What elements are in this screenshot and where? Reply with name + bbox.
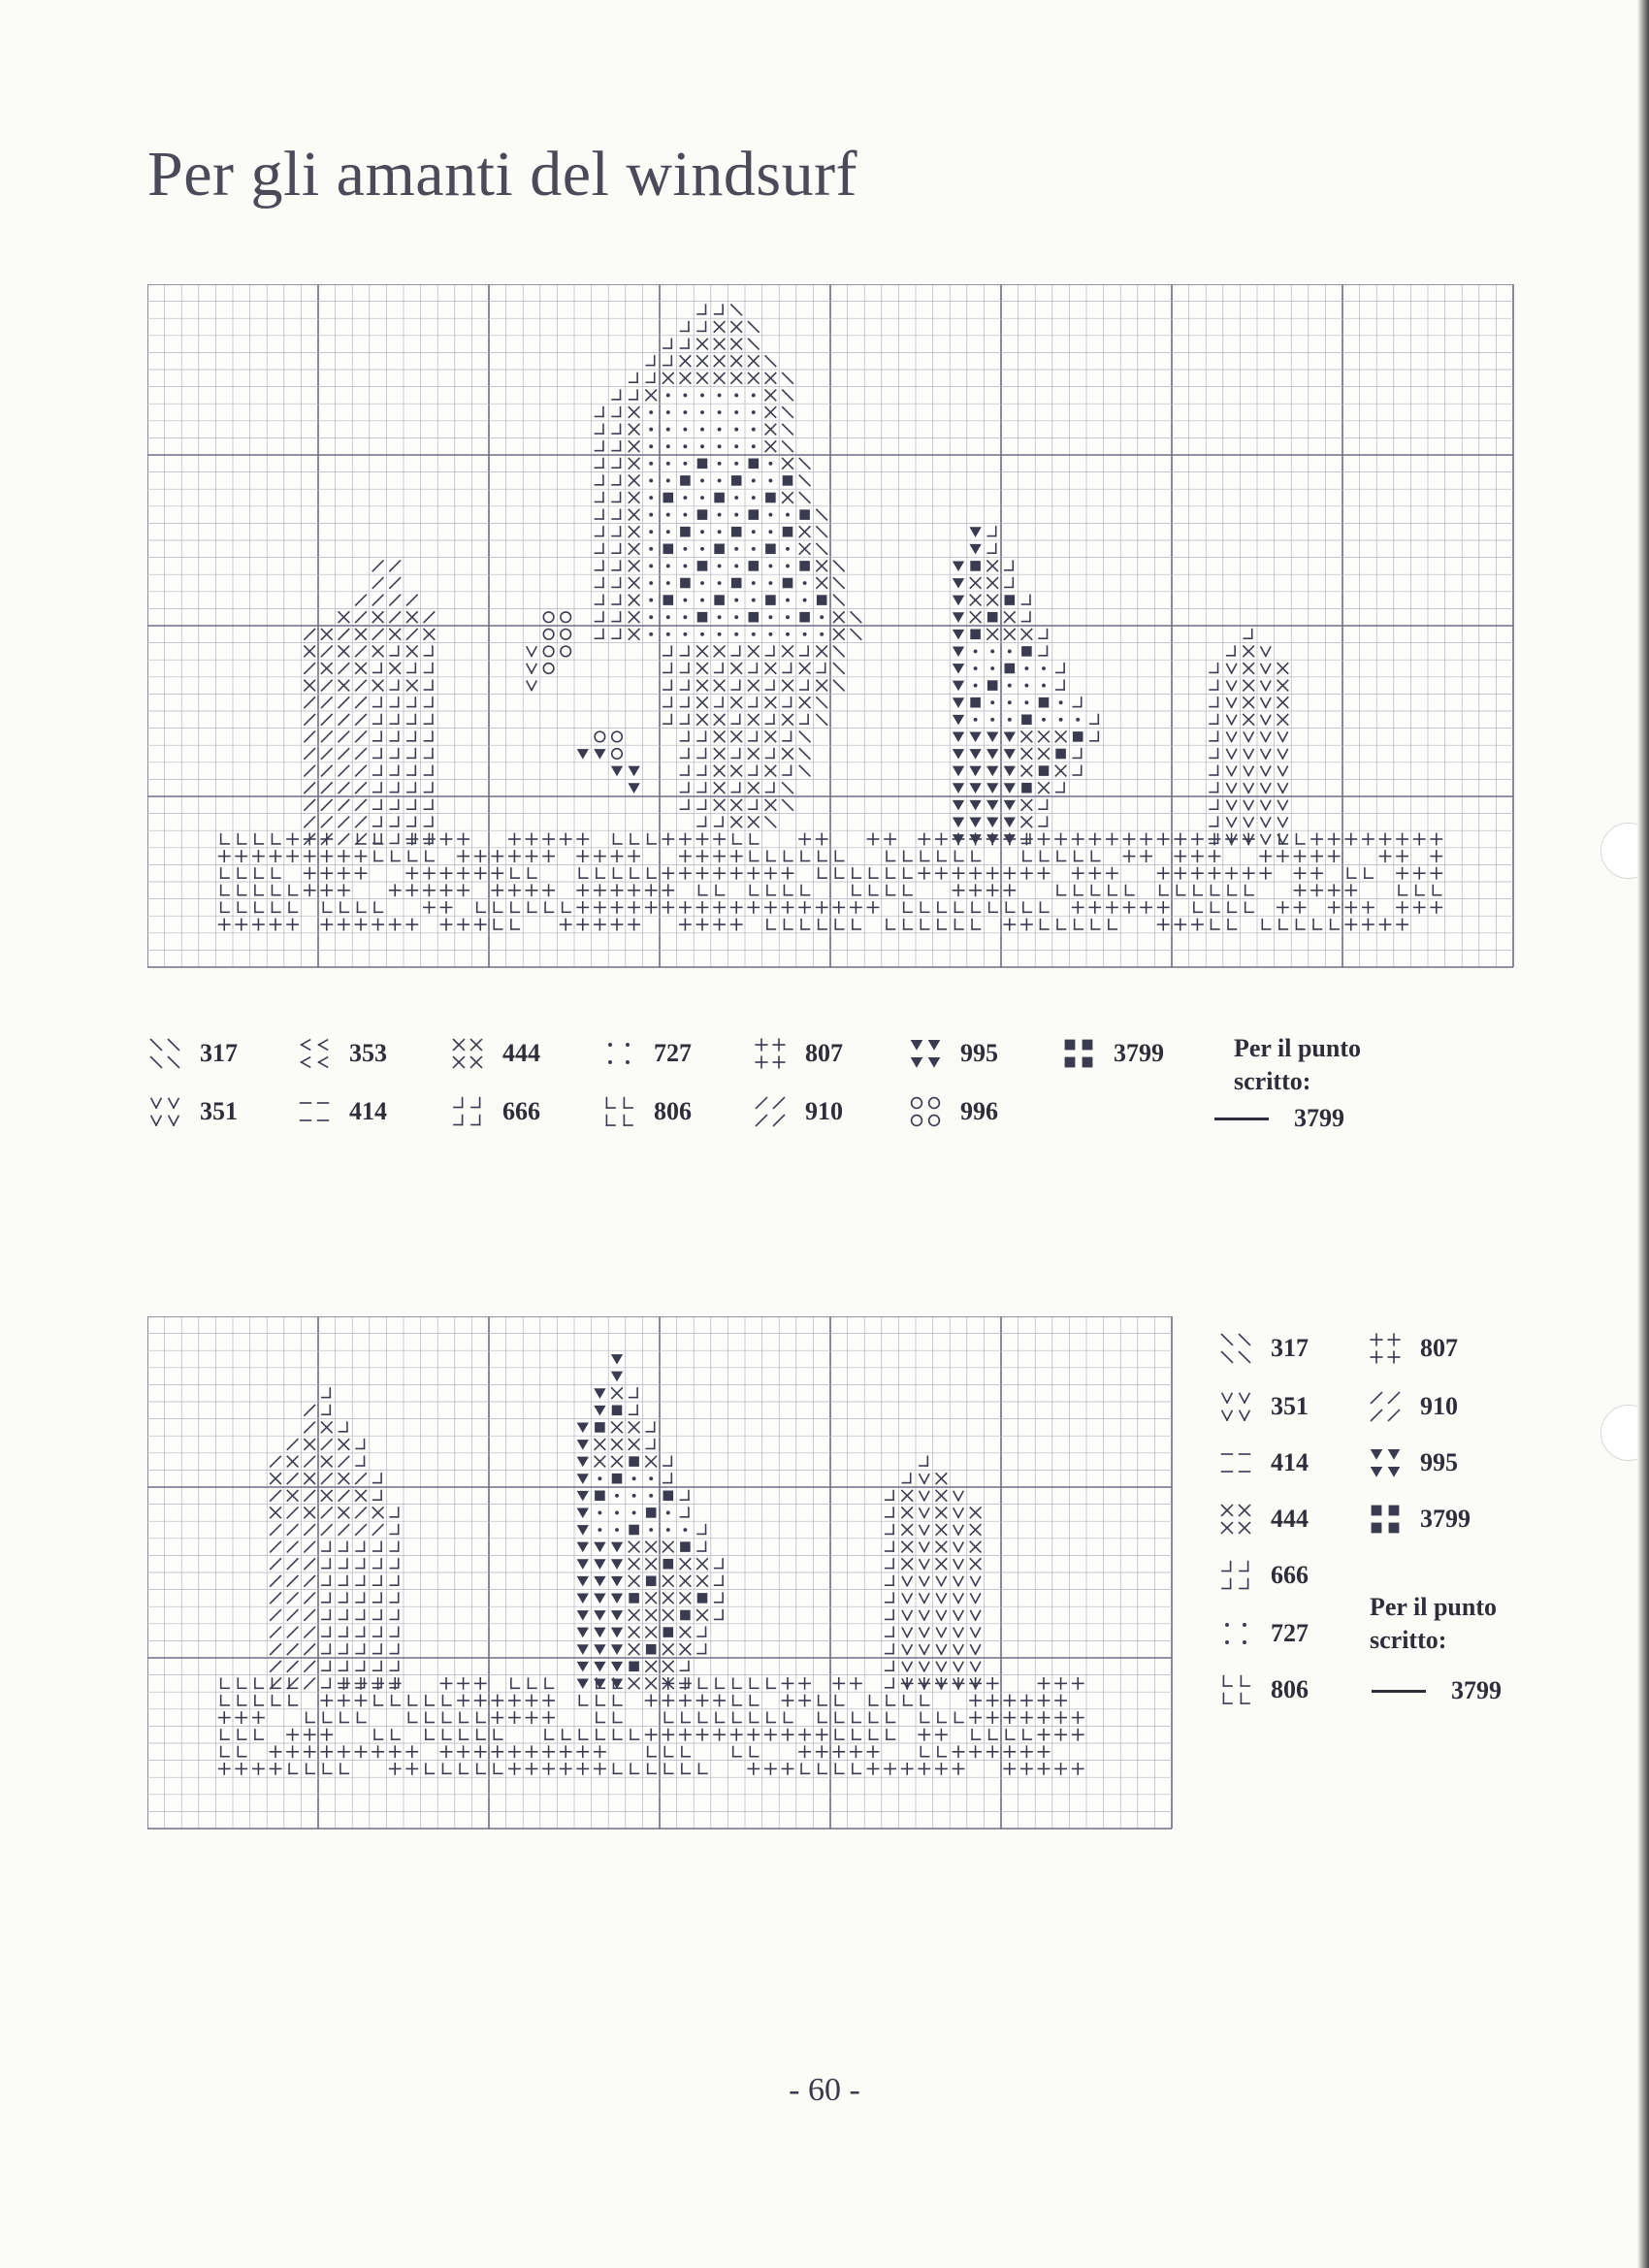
legend-top-item-444 <box>450 1032 540 1075</box>
corner-symbol-icon <box>450 1094 485 1129</box>
legend-top-item-317 <box>147 1032 238 1075</box>
cross-stitch-chart-top <box>147 284 1525 975</box>
plus-symbol-icon <box>753 1036 788 1071</box>
page-edge-shadow <box>1637 0 1649 2268</box>
legend-bottom-code: 807 <box>1420 1334 1458 1362</box>
legend-top-code: 351 <box>200 1097 238 1125</box>
legend-bottom-item-351 <box>1218 1385 1309 1428</box>
legend-top-code: 414 <box>349 1097 387 1125</box>
backstitch-dash-icon <box>1372 1690 1426 1693</box>
legend-top-code: 3799 <box>1114 1039 1164 1067</box>
legend-top-item-351 <box>147 1090 238 1133</box>
legend-bottom-note-line <box>1372 1676 1502 1705</box>
legend-bottom-note: Per il punto scritto: <box>1370 1593 1497 1654</box>
legend-top-item-3799 <box>1061 1032 1164 1075</box>
legend-top-code: 910 <box>805 1097 843 1125</box>
legend-bottom-code: 995 <box>1420 1448 1458 1476</box>
legend-top-item-995 <box>908 1032 998 1075</box>
legend-bottom-code: 806 <box>1271 1675 1309 1703</box>
page-number: - 60 - <box>789 2072 860 2108</box>
plus-symbol-icon <box>1368 1331 1403 1366</box>
legend-bottom-item-807 <box>1368 1327 1458 1370</box>
legend-bottom-note-code: 3799 <box>1451 1676 1502 1704</box>
legend-bottom-item-414 <box>1218 1442 1309 1484</box>
backstitch-dash-icon <box>1214 1118 1269 1120</box>
cross-stitch-chart-bottom <box>147 1316 1174 1836</box>
legend-bottom-code: 727 <box>1271 1619 1309 1647</box>
square-symbol-icon <box>1061 1036 1096 1071</box>
dots-symbol-icon <box>601 1036 636 1071</box>
legend-top-code: 807 <box>805 1039 843 1067</box>
legend-top-code: 727 <box>654 1039 692 1067</box>
legend-bottom-code: 317 <box>1271 1334 1309 1362</box>
legend-top-note-code: 3799 <box>1294 1104 1344 1132</box>
corner-symbol-icon <box>1218 1558 1253 1593</box>
dash-symbol-icon <box>1218 1445 1253 1480</box>
legend-bottom-code: 414 <box>1271 1448 1309 1476</box>
legend-top-item-996 <box>908 1090 998 1133</box>
legend-top-code: 353 <box>349 1039 387 1067</box>
legend-top-item-807 <box>753 1032 843 1075</box>
legend-top-code: 444 <box>502 1039 540 1067</box>
legend-top-code: 995 <box>960 1039 998 1067</box>
legend-bottom-item-910 <box>1368 1385 1458 1428</box>
legend-top-item-353 <box>297 1032 387 1075</box>
square-symbol-icon <box>1368 1502 1403 1537</box>
legend-bottom-code: 910 <box>1420 1392 1458 1420</box>
legend-bottom-item-995 <box>1368 1442 1458 1484</box>
legend-top-code: 317 <box>200 1039 238 1067</box>
circle-symbol-icon <box>908 1094 943 1129</box>
cross-symbol-icon <box>450 1036 485 1071</box>
lt-symbol-icon <box>297 1036 332 1071</box>
backslash-symbol-icon <box>1218 1331 1253 1366</box>
chart-grid <box>147 1316 1172 1829</box>
legend-top-code: 806 <box>654 1097 692 1125</box>
legend-top-item-910 <box>753 1090 843 1133</box>
legend-top-code: 666 <box>502 1097 540 1125</box>
cross-symbol-icon <box>1218 1502 1253 1537</box>
legend-bottom-item-666 <box>1218 1554 1309 1597</box>
slash-symbol-icon <box>1368 1389 1403 1424</box>
triangle-symbol-icon <box>1368 1445 1403 1480</box>
legend-bottom-code: 351 <box>1271 1392 1309 1420</box>
chart-grid <box>147 284 1513 967</box>
legend-top-item-806 <box>601 1090 692 1133</box>
legend-top-note: Per il punto scritto: <box>1234 1034 1361 1095</box>
legend-bottom-item-727 <box>1218 1612 1309 1655</box>
dots-symbol-icon <box>1218 1616 1253 1651</box>
v-symbol-icon <box>1218 1389 1253 1424</box>
legend-bottom-item-444 <box>1218 1498 1309 1540</box>
ell-symbol-icon <box>1218 1672 1253 1707</box>
legend-top-code: 996 <box>960 1097 998 1125</box>
ell-symbol-icon <box>601 1094 636 1129</box>
legend-bottom-code: 444 <box>1271 1505 1309 1533</box>
v-symbol-icon <box>147 1094 182 1129</box>
triangle-symbol-icon <box>908 1036 943 1071</box>
legend-top-item-666 <box>450 1090 540 1133</box>
legend-bottom-item-3799 <box>1368 1498 1471 1540</box>
legend-bottom-item-806 <box>1218 1669 1309 1711</box>
legend-bottom-code: 666 <box>1271 1561 1309 1589</box>
legend-bottom-item-317 <box>1218 1327 1309 1370</box>
legend-bottom-code: 3799 <box>1420 1505 1471 1533</box>
legend-top-item-414 <box>297 1090 387 1133</box>
dash-symbol-icon <box>297 1094 332 1129</box>
backslash-symbol-icon <box>147 1036 182 1071</box>
slash-symbol-icon <box>753 1094 788 1129</box>
legend-top-note-line <box>1214 1104 1344 1133</box>
legend-top-item-727 <box>601 1032 692 1075</box>
page-title: Per gli amanti del windsurf <box>147 139 858 210</box>
